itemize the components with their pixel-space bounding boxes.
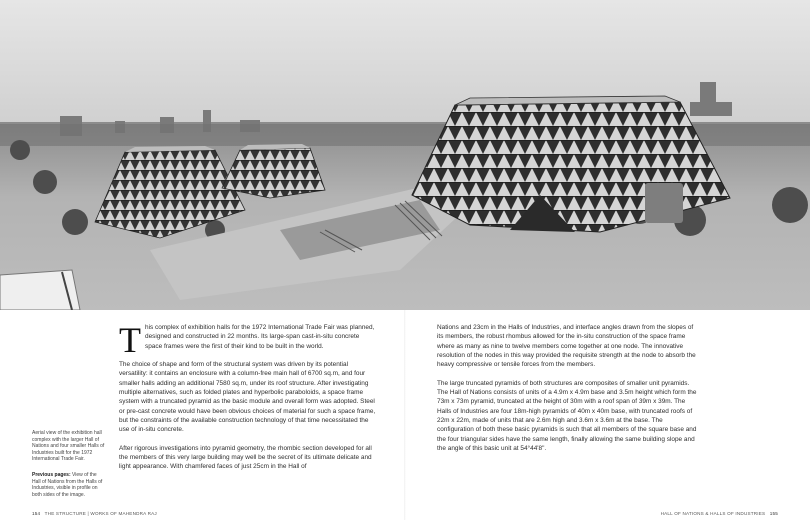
paragraph: The choice of shape and form of the structural system was driven by its potential versatility: it contains an enclosure with a column-free main hall of 6700 sq.m, and four smaller halls adding an additional 7580 sq.m, under its roof structure. After investigating multiple alternatives, such as folded plates and hyperbolic paraboloids, a space frame system with a truncated pyramid as the basic module and overall form was adopted. Steel or pre-cast concrete would have been obvious choices of material for such a space frame, but the constraints of the available construction technology of that time necessitated the use of in-situ concrete. <box>119 361 376 434</box>
drop-cap: T <box>119 320 141 360</box>
paragraph-text: his complex of exhibition halls for the 1972 International Trade Fair was planned, designed and constructed in 22 months. Its large-span cast-in-situ concrete space frames were the first of their kind to be built in the world. <box>145 324 375 350</box>
paragraph <box>119 320 377 360</box>
paragraph: Nations and 23cm in the Halls of Industries, and interface angles drawn from the slopes of its members, the robust rhombus allowed for the in-situ construction of the space frame where as many as nine to twelve members come together at one node. The innovative resolution of the nodes in this way provided the requisite strength at the node to absorb the heavy compressive or tensile forces from the members. <box>437 324 696 369</box>
body-column-right <box>437 323 697 462</box>
paragraph: After rigorous investigations into pyramid geometry, the rhombic section developed for all the members of this very large building may well be the secret of its ultimate delicate and light appearance. With chamfered faces of just 25cm in the Hall of <box>119 444 372 471</box>
sky <box>0 0 810 130</box>
footer-left <box>32 511 157 516</box>
previous-pages-caption <box>32 472 106 498</box>
running-head-left: THE STRUCTURE | WORKS OF MAHENDRA RAJ <box>44 511 157 516</box>
body-column-left <box>119 320 377 481</box>
paragraph: The large truncated pyramids of both structures are composites of smaller unit pyramids. The Hall of Nations consists of units of a 4.9m x 4.9m base and 3.5m height which form the 73m x 73m pyramid, truncated at the height of 30m with a roof span of 39m x 39m. The Halls of Industries are four 18m-high pyramids of 40m x 40m base, with truncated roofs of 22m x 22m, made of units that are 2.6m high and 3.6m x 3.6m at the base. The configuration of both these basic pyramids is such that all members of the square base and the four triangular sides have the same length, finally allowing the same building slope and the angle of this basic unit at 54°44'8". <box>437 379 697 452</box>
foreground-rooftop <box>0 270 80 310</box>
cylindrical-annex <box>645 183 683 223</box>
previous-pages-label: Previous pages: <box>32 472 71 478</box>
previous-pages-text: View of the Hall of Nations from the Halls of Industries, visible in profile on both sides of the image. <box>32 472 103 498</box>
photo-caption: Aerial view of the exhibition hall complex with the larger Hall of Nations and four smaller Halls of Industries built for the 1972 International Trade Fair. <box>32 430 105 463</box>
running-head-right: HALL OF NATIONS & HALLS OF INDUSTRIES <box>660 511 766 516</box>
page-number-right: 155 <box>769 511 778 516</box>
hall-of-nations <box>412 96 730 232</box>
spread-gutter <box>404 310 406 520</box>
page-number-left: 154 <box>32 511 41 516</box>
footer-right <box>661 511 778 516</box>
